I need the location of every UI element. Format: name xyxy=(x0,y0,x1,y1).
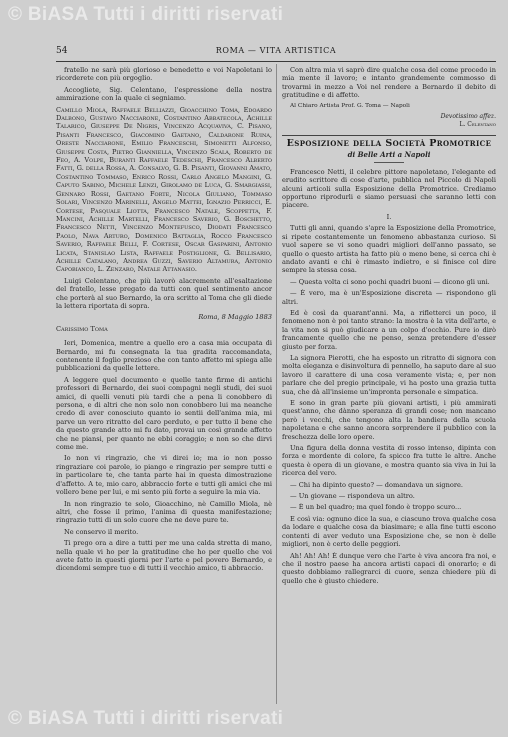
place-date: Roma, 8 Maggio 1883 xyxy=(198,313,272,322)
paragraph: In non ringrazio te solo, Gioacchino, nè Camillo Miola, nè altri, che fosse il primo, l'anima di questa manifestazione; ringrazio tutti di un solo cuore che ne deve pure te. xyxy=(56,499,272,525)
watermark-bottom: © BiASA Tutti i diritti riservati xyxy=(8,708,284,729)
column-divider xyxy=(276,64,277,704)
signatories-list: Camillo Miola, Raffaele Belliazzi, Gioacchino Toma, Edoardo Dalbono, Gustavo Nacciarone, Costantino Abbatecola, Achille Talarico, Giuseppe De Nigris, Vincenzo Acquaviva, C. Pisano, Pisanti Francesco, Giacomino Gaetano, Caldarone Ruina, Oreste Nacciarone, Emilio Franceschi, Simonetti Alfonso, Giuseppe Costa, Pietro Gianniella, Vincenzo Scala, Roberto de Feo, A. Volpe, Buranti Raffaele Tedeschi, Francesco Alberto Fatti, G. della Rossa, A. Consalvo, G. B. Pisanti, Giovanni Amato, Costantino Tommaso, Enrico Rossi, Carlo Angelo Mangini, G. Caputo Sabino, Michele Lenzi, Girolamo de Luca, G. Smargiassi, Gennaro Rossi, Gaetano Forte, Nicola Giuliano, Tommaso Solari, Vincenzo Marinelli, Angelo Mattei, Ignazio Perricci, E. Cortese, Pasquale Liotta, Francesco Natale, Scoppetta, F. Mancini, Achille Martelli, Francesco Saverio, G. Boschetto, Francesco Netti, Vincenzo Montefusco, Diodati Francesco Paolo, Nava Arturo, Domenico Battaglia, Rocco Francesco Saverio, Raffaele Belli, F. Cortese, Oscar Gasparini, Antonio Licata, Stanislao Lista, Raffaele Postiglione, G. Bellisario, Achille Catalano, Andrea Guzzi, Saverio Altamura, Antonio Capobianco, L. Zenzaro, Natale Attanasio. xyxy=(56,105,272,274)
page-number: 54 xyxy=(56,46,68,56)
paragraph: — È un bel quadro; ma quel fondo è troppo scuro... xyxy=(290,503,462,512)
paragraph: Ne conservo il merito. xyxy=(64,527,139,536)
paragraph: — È vero, ma è un'Esposizione discreta — rispondono gli altri. xyxy=(282,289,496,306)
running-header xyxy=(56,44,496,58)
paragraph: La signora Pierotti, che ha esposto un ritratto di signora con molta eleganza e disinvoltura di pennello, ha saputo dare al suo lavoro il carattere di una cosa veramente vista; e, per non parlare che del pregio principale, vi ha posto una grazia tutta sua, che dà all'insieme un'impronta personale e simpatica. xyxy=(282,353,496,396)
short-rule xyxy=(374,162,404,163)
letter-address: Al Chiaro Artista Prof. G. Toma — Napoli xyxy=(290,102,410,109)
paragraph: Francesco Netti, il celebre pittore napoletano, l'elegante ed erudito scrittore di cose d'arte, pubblica nel Piccolo di Napoli alcuni articoli sulla Esposizione della Promotrice. Crediamo opportuno riprodurli e siamo persuasi che saranno letti con piacere. xyxy=(282,167,496,210)
paragraph: Io non vi ringrazio, che vi direi io; ma io non posso ringraziare coi parole, io piango e ringrazio per sempre tutti e in particolare te, che tanta parte hai in questa dimostrazione d'affetto. A te, mio caro, abbraccio forte e tutti gli amici che mi vollero bene per lui, e mi sento più forte a seguire la mia via. xyxy=(56,454,272,497)
left-column xyxy=(56,66,272,706)
paragraph: Tutti gli anni, quando s'apre la Esposizione della Promotrice, si ripete costantemente un fenomeno abbastanza curioso. Si vuol sapere se vi sono quadri migliori dell'anno passato, se quello o questo artista ha fatto più o meno bene, si cerca chi è andato avanti e chi è rimasto indietro, e si finisce col dire sempre la stessa cosa. xyxy=(282,224,496,275)
section-title: Esposizione della Società Promotrice xyxy=(286,138,492,150)
paragraph: — Chi ha dipinto questo? — domandava un signore. xyxy=(290,480,463,489)
right-column xyxy=(282,66,496,706)
paragraph: Ed è così da quarant'anni. Ma, a rifletterci un poco, il fenomeno non è poi tanto strano: la mostra è la vita dell'arte, e la vita non si può giudicare a un colpo d'occhio. Pure io dirò francamente quello che ne penso, senza pretendere d'esser giusto per forza. xyxy=(282,308,496,351)
running-title: ROMA — VITA ARTISTICA xyxy=(215,46,337,55)
paragraph: Ti prego ora a dire a tutti per me una calda stretta di mano, nella quale vi ho per la gratitudine che ho per quello che voi avete fatto in questi giorni per l'arte e pel povero Bernardo, e dicendomi sempre tuo e di tutti il vecchio amico, ti abbraccio. xyxy=(56,539,272,573)
section-rule xyxy=(282,135,496,136)
paragraph: E sono in gran parte più giovani artisti, i più ammirati quest'anno, che dànno speranza di grandi cose; non mancano però i vecchi, che tengono alta la bandiera della scuola napoletana e che sanno ancora sorprendere il pubblico con la freschezza delle loro opere. xyxy=(282,399,496,441)
letter-addressee: Carissimo Toma xyxy=(56,324,108,333)
section-number: I. xyxy=(386,212,392,221)
paragraph: Luigi Celentano, che più lavorò alacremente all'esaltazione del fratello, lesse pregato da tutti con quel sentimento ancor che porterà al suo Bernardo, la ora scritto al Toma che gli diede la lettera riportata di sopra. xyxy=(56,276,272,310)
paragraph: A leggere quel documento e quelle tante firme di antichi professori di Bernardo, dei suoi compagni negli studi, dei suoi amici, di quelli venuti più tardi che a pena li conobbero di persona, e di altri che non solo non conobbero lui ma neanche credo di aver conosciuto quanto io sentii dell'anima mia, mi parve un vero ritratto del caro perduto, e per tutto il bene che da questo grande atto mi fu dato, provai un così grande affetto che ne piansi, per quanto ne ebbi coraggio; e non so che dirvi come me. xyxy=(56,375,272,452)
paragraph: — Questa volta ci sono pochi quadri buoni — dicono gli uni. xyxy=(290,277,490,286)
header-rule xyxy=(56,61,496,62)
paragraph: Accogliete, Sig. Celentano, l'espressione della nostra ammirazione con la quale ci segniamo. xyxy=(56,85,272,103)
paragraph: Ieri, Domenica, mentre a quello ero a casa mia occupata di Bernardo, mi fu consegnata la tua gradita raccomandata, contenente il foglio prezioso che con tanto affetto mi spiega alle pubblicazioni da quelle lettere. xyxy=(56,339,272,373)
paragraph: E così via: ognuno dice la sua, e ciascuno trova qualche cosa da lodare e qualche cosa da biasimare; e alla fine tutti escono contenti di aver veduto una Esposizione che, se non è delle migliori, non è certo delle peggiori. xyxy=(282,514,496,549)
paragraph: Una figura della donna vestita di rosso intenso, dipinta con forza e mordente di colore, fa spicco fra tutte le altre. Anche questa è opera di un giovane, e mostra quanto sia viva in lui la ricerca del vero. xyxy=(282,444,496,478)
watermark-top: © BiASA Tutti i diritti riservati xyxy=(8,4,284,25)
section-subtitle: di Belle Arti a Napoli xyxy=(347,150,431,160)
paragraph: Con altra mia vi saprò dire qualche cosa del come procedo in mia mente il lavoro; e intanto grandemente commosso di trovarmi in mezzo a Voi nel rendere a Bernardo il debito di gratitudine e di affetto. xyxy=(282,66,496,100)
paragraph: fratello ne sarà più glorioso e benedetto e voi Napoletani lo ricorderete con più orgoglio. xyxy=(56,66,272,83)
signature-name: L. Celentano xyxy=(459,121,496,129)
paragraph: Ah! Ah! Ah! È dunque vero che l'arte è viva ancora fra noi, e che il nostro paese ha ancora artisti capaci di onorarlo; e di questo dobbiamo rallegrarci di cuore, senza chiedere più di quello che è giusto chiedere. xyxy=(282,551,496,585)
paragraph: — Un giovane — rispondeva un altro. xyxy=(290,492,415,501)
signature-role: Devotissimo affez. xyxy=(440,112,496,120)
letter-signature xyxy=(282,113,496,130)
